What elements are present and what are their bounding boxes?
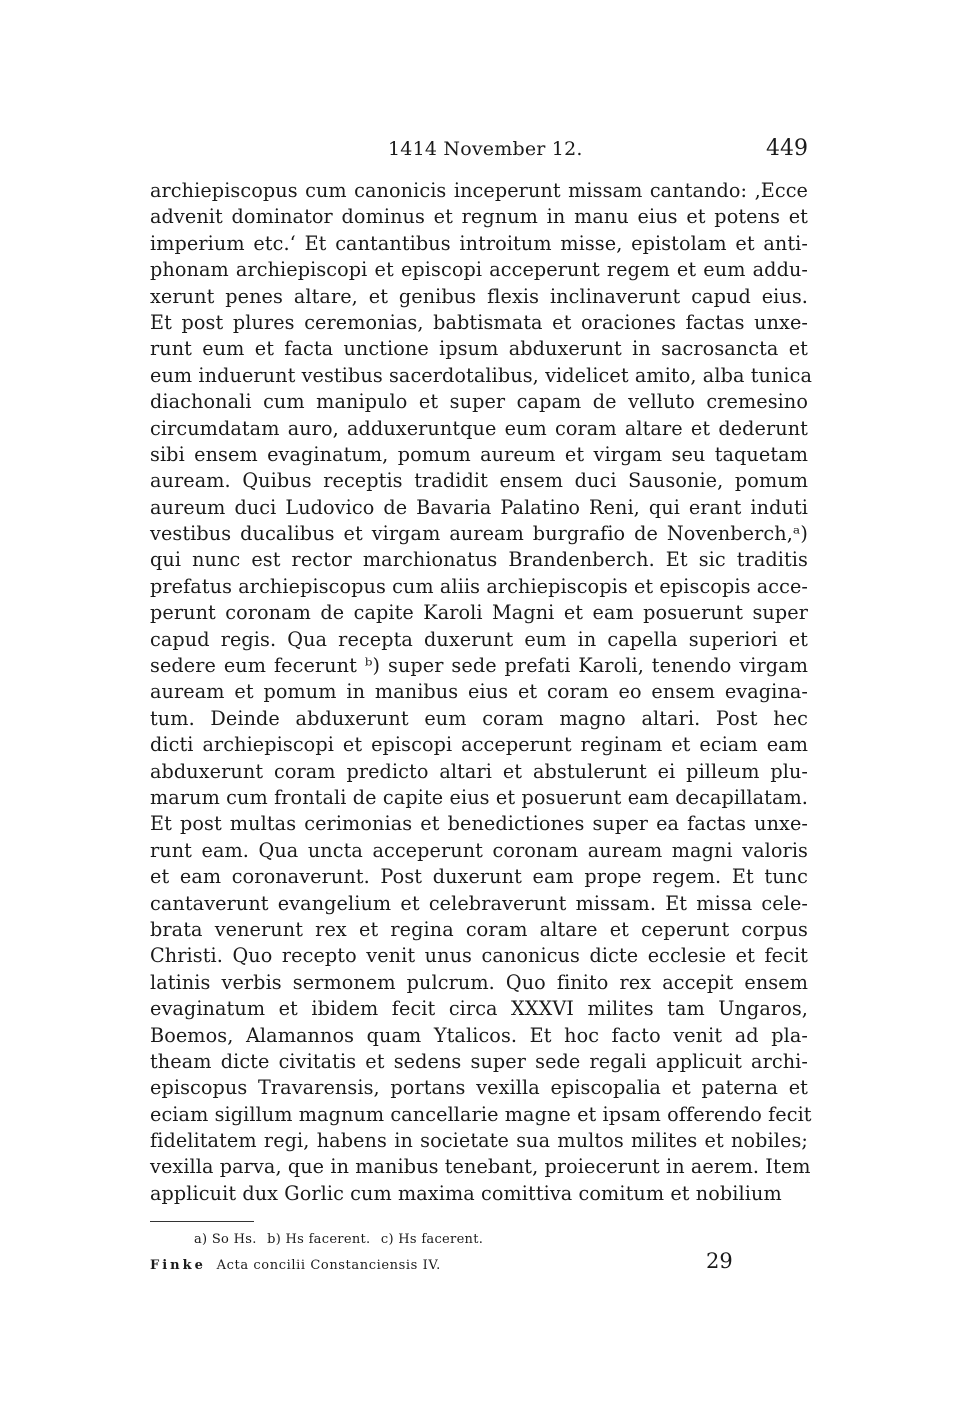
text-line: latinis verbis sermonem pulcrum. Quo finito rex accepit ensem (150, 970, 808, 994)
text-line: auream et pomum in manibus eius et coram eo ensem evagina- (150, 680, 808, 704)
text-line: et eam coronaverunt. Post duxerunt eam prope regem. Et tunc (150, 865, 808, 889)
text-line: applicuit dux Gorlic cum maxima comittiva comitum et nobilium (150, 1181, 782, 1205)
text-line: vestibus ducalibus et virgam auream burgrafio de Novenberch,ᵃ) (150, 522, 808, 546)
footnote-divider (150, 1221, 254, 1222)
page-number: 449 (766, 136, 808, 161)
text-line: archiepiscopus cum canonicis inceperunt missam cantando: ‚Ecce (150, 179, 808, 202)
text-line: brata venerunt rex et regina coram altare et ceperunt corpus (150, 917, 808, 941)
running-head (150, 138, 808, 168)
text-line: prefatus archiepiscopus cum aliis archiepiscopis et episcopis acce- (150, 574, 808, 598)
signature-title: Acta concilii Constanciensis IV. (216, 1258, 441, 1273)
signature-author: Finke (150, 1258, 206, 1273)
text-line: circumdatam auro, adduxeruntque eum coram altare et dederunt (150, 416, 808, 440)
text-line: sedere eum fecerunt ᵇ) super sede prefati Karoli, tenendo virgam (150, 654, 808, 678)
text-line: runt eam. Qua uncta acceperunt coronam auream magni valoris (150, 838, 808, 862)
signature-line (150, 1258, 441, 1273)
text-line: advenit dominator dominus et regnum in manu eius et potens et (150, 205, 808, 229)
text-line: perunt coronam de capite Karoli Magni et eam posuerunt super (150, 601, 808, 625)
text-line: theam dicte civitatis et sedens super sede regali applicuit archi- (150, 1049, 808, 1073)
text-line: Boemos, Alamannos quam Ytalicos. Et hoc facto venit ad pla- (150, 1023, 808, 1047)
text-line: Et post plures ceremonias, babtismata et oraciones factas unxe- (150, 310, 808, 334)
text-line: abduxerunt coram predicto altari et abstulerunt ei pilleum plu- (150, 759, 808, 783)
text-line: tum. Deinde abduxerunt eum coram magno altari. Post hec (150, 706, 808, 730)
text-line: aureum duci Ludovico de Bavaria Palatino Reni, qui erant induti (150, 495, 808, 519)
text-line: imperium etc.‘ Et cantantibus introitum misse, epistolam et anti- (150, 231, 808, 255)
text-line: dicti archiepiscopi et episcopi acceperunt reginam et eciam eam (150, 733, 808, 757)
text-line: Et post multas cerimonias et benedictiones super ea factas unxe- (150, 812, 808, 836)
footnote-b: b) Hs facerent. (267, 1232, 371, 1247)
text-line: sibi ensem evaginatum, pomum aureum et virgam seu taquetam (150, 442, 808, 466)
text-line: xerunt penes altare, et genibus flexis inclinaverunt capud eius. (150, 284, 808, 308)
signature-number: 29 (706, 1249, 733, 1273)
text-line: cantaverunt evangelium et celebraverunt missam. Et missa cele- (150, 891, 808, 915)
text-line: vexilla parva, que in manibus tenebant, proiecerunt in aerem. Item (150, 1155, 811, 1179)
running-head-date: 1414 November 12. (388, 138, 583, 160)
text-line: fidelitatem regi, habens in societate sua multos milites et nobiles; (150, 1129, 808, 1153)
body-text (150, 178, 813, 1207)
text-line: phonam archiepiscopi et episcopi acceperunt regem et eum addu- (150, 258, 808, 282)
text-line: diachonali cum manipulo et super capam de velluto cremesino (150, 390, 808, 414)
footnotes (194, 1232, 489, 1247)
text-line: runt eum et facta unctione ipsum abduxerunt in sacrosancta et (150, 337, 808, 361)
text-line: episcopus Travarensis, portans vexilla episcopalia et paterna et (150, 1076, 808, 1100)
text-line: eum induerunt vestibus sacerdotalibus, videlicet amito, alba tunica (150, 363, 813, 387)
text-line: marum cum frontali de capite eius et posuerunt eam decapillatam. (150, 785, 808, 809)
text-line: evaginatum et ibidem fecit circa XXXVI milites tam Ungaros, (150, 997, 808, 1021)
footnote-a: a) So Hs. (194, 1232, 257, 1247)
text-line: capud regis. Qua recepta duxerunt eum in capella superiori et (150, 627, 808, 651)
text-line: Christi. Quo recepto venit unus canonicus dicte ecclesie et fecit (150, 944, 808, 968)
text-line: eciam sigillum magnum cancellarie magne et ipsam offerendo fecit (150, 1102, 812, 1126)
footnote-c: c) Hs facerent. (380, 1232, 484, 1247)
text-line: auream. Quibus receptis tradidit ensem duci Sausonie, pomum (150, 469, 808, 493)
text-line: qui nunc est rector marchionatus Brandenberch. Et sic traditis (150, 548, 808, 572)
